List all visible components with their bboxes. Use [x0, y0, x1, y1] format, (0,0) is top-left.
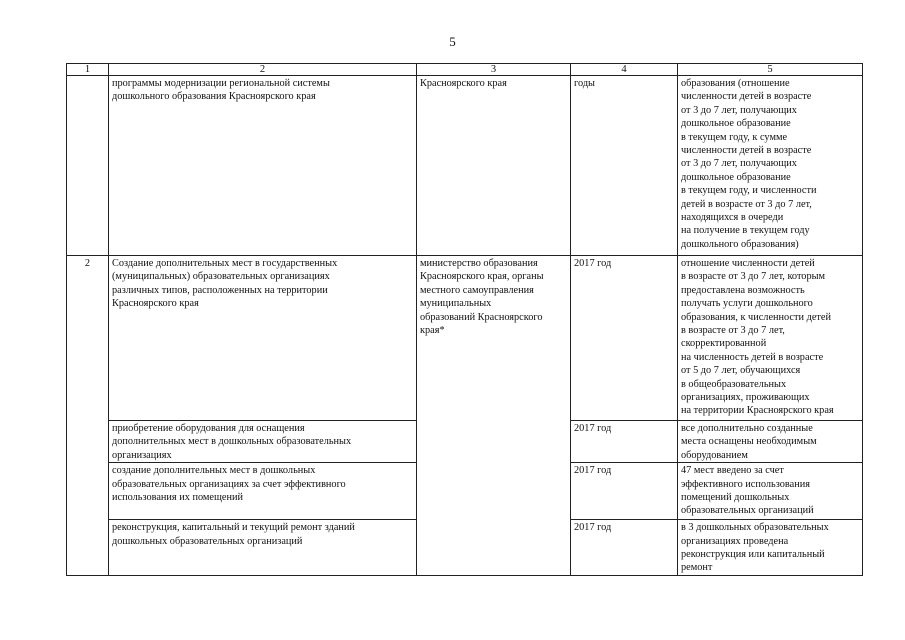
implementation-period: 2017 год: [571, 463, 678, 520]
implementation-period: 2017 год: [571, 256, 678, 421]
submeasure-name: приобретение оборудования для оснащения дополнительных мест в дошкольных образовательных организациях: [109, 421, 417, 463]
expected-result: все дополнительно созданные места оснащены необходимым оборудованием: [678, 421, 863, 463]
submeasure-name: реконструкция, капитальный и текущий ремонт зданий дошкольных образовательных организаций: [109, 520, 417, 576]
measures-table: [66, 63, 863, 576]
header-col-5: 5: [678, 64, 863, 76]
header-col-3: 3: [417, 64, 571, 76]
header-row: [67, 64, 863, 76]
implementation-period: 2017 год: [571, 520, 678, 576]
responsible-executor: министерство образования Красноярского края, органы местного самоуправления муниципальных образований Красноярского края*: [417, 256, 571, 576]
table-row-continuation: [67, 76, 863, 256]
measure-name: Создание дополнительных мест в государственных (муниципальных) образовательных организациях различных типов, расположенных на территории Красноярского края: [109, 256, 417, 421]
implementation-period: 2017 год: [571, 421, 678, 463]
measure-name: программы модернизации региональной системы дошкольного образования Красноярского края: [109, 76, 417, 256]
expected-result: отношение численности детей в возрасте от 3 до 7 лет, которым предоставлена возможность получать услуги дошкольного образования, к численности детей в возрасте от 3 до 7 лет, скорректированной на численность детей в возрасте от 5 до 7 лет, обучающихся в общеобразовательных организациях, проживающих на территории Красноярского края: [678, 256, 863, 421]
table-row-2: [67, 256, 863, 421]
header-col-2: 2: [109, 64, 417, 76]
responsible-executor: Красноярского края: [417, 76, 571, 256]
page-number: 5: [449, 34, 456, 49]
expected-result: в 3 дошкольных образовательных организациях проведена реконструкция или капитальный ремонт: [678, 520, 863, 576]
header-col-1: 1: [67, 64, 109, 76]
header-col-4: 4: [571, 64, 678, 76]
expected-result: образования (отношение численности детей в возрасте от 3 до 7 лет, получающих дошкольное образование в текущем году, к сумме численности детей в возрасте от 3 до 7 лет, получающих дошкольное образование в текущем году, и численности детей в возрасте от 3 до 7 лет, находящихся в очереди на получение в текущем году дошкольного образования): [678, 76, 863, 256]
expected-result: 47 мест введено за счет эффективного использования помещений дошкольных образовательных организаций: [678, 463, 863, 520]
row-number: 2: [67, 256, 109, 576]
implementation-period: годы: [571, 76, 678, 256]
submeasure-name: создание дополнительных мест в дошкольных образовательных организациях за счет эффективного использования их помещений: [109, 463, 417, 520]
row-number: [67, 76, 109, 256]
